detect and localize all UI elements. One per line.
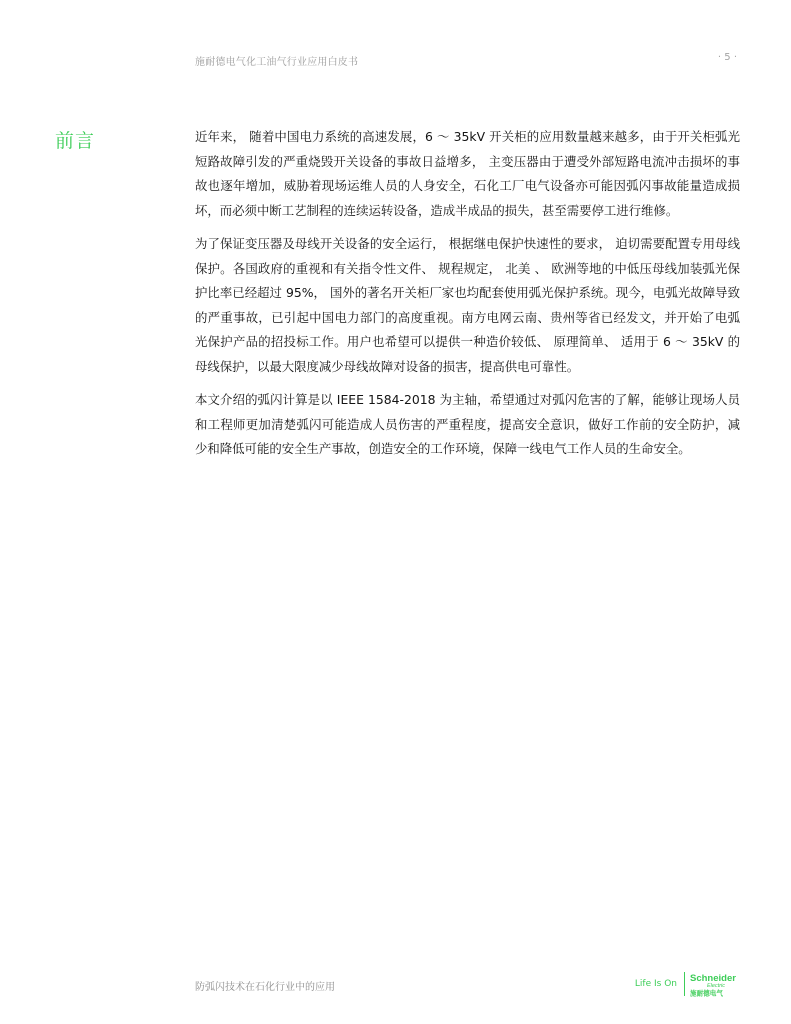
logo-subword: Electric [707, 983, 726, 989]
footer-brand [635, 970, 738, 998]
paragraph: 本文介绍的弧闪计算是以 IEEE 1584-2018 为主轴，希望通过对弧闪危害的了解，能够让现场人员和工程师更加清楚弧闪可能造成人员伤害的严重程度，提高安全意识，做好工作前的安全防护，减少和降低可能的安全生产事故，创造安全的工作环境，保障一线电气工作人员的生命安全。 [195, 392, 740, 456]
logo-chinese-name: 施耐德电气 [690, 989, 723, 997]
running-footer-title: 防弧闪技术在石化行业中的应用 [195, 982, 335, 993]
section-title: 前言 [55, 130, 96, 152]
schneider-electric-logo [690, 971, 738, 997]
life-is-on-tagline: Life Is On [634, 979, 677, 989]
logo-wordmark: Schneider [690, 973, 736, 984]
body-content [195, 125, 740, 471]
running-header-title: 施耐德电气化工油气行业应用白皮书 [195, 57, 359, 68]
brand-divider [684, 972, 685, 996]
page-number: · 5 · [717, 52, 737, 63]
paragraph: 为了保证变压器及母线开关设备的安全运行， 根据继电保护快速性的要求， 迫切需要配置专用母线保护。各国政府的重视和有关指令性文件、 规程规定， 北美 、 欧洲等地的中低压母线加装弧光保护比率已经超过 95%， 国外的著名开关柜厂家也均配套使用弧光保护系统。现今，电弧光故障导致的严重事故，已引起中国电力部门的高度重视。南方电网云南、贵州等省已经发文，并开始了电弧光保护产品的招投标工作。用户也希望可以提供一种造价较低、 原理简单、 适用于 6 ～ 35kV 的母线保护，以最大限度减少母线故障对设备的损害，提高供电可靠性。 [195, 236, 740, 374]
paragraph: 近年来， 随着中国电力系统的高速发展，6 ～ 35kV 开关柜的应用数量越来越多，由于开关柜弧光短路故障引发的严重烧毁开关设备的事故日益增多， 主变压器由于遭受外部短路电流冲击损坏的事故也逐年增加，威胁着现场运维人员的人身安全，石化工厂电气设备亦可能因弧闪事故能量造成损坏，而必须中断工艺制程的连续运转设备，造成半成品的损失，甚至需要停工进行维修。 [195, 129, 740, 218]
